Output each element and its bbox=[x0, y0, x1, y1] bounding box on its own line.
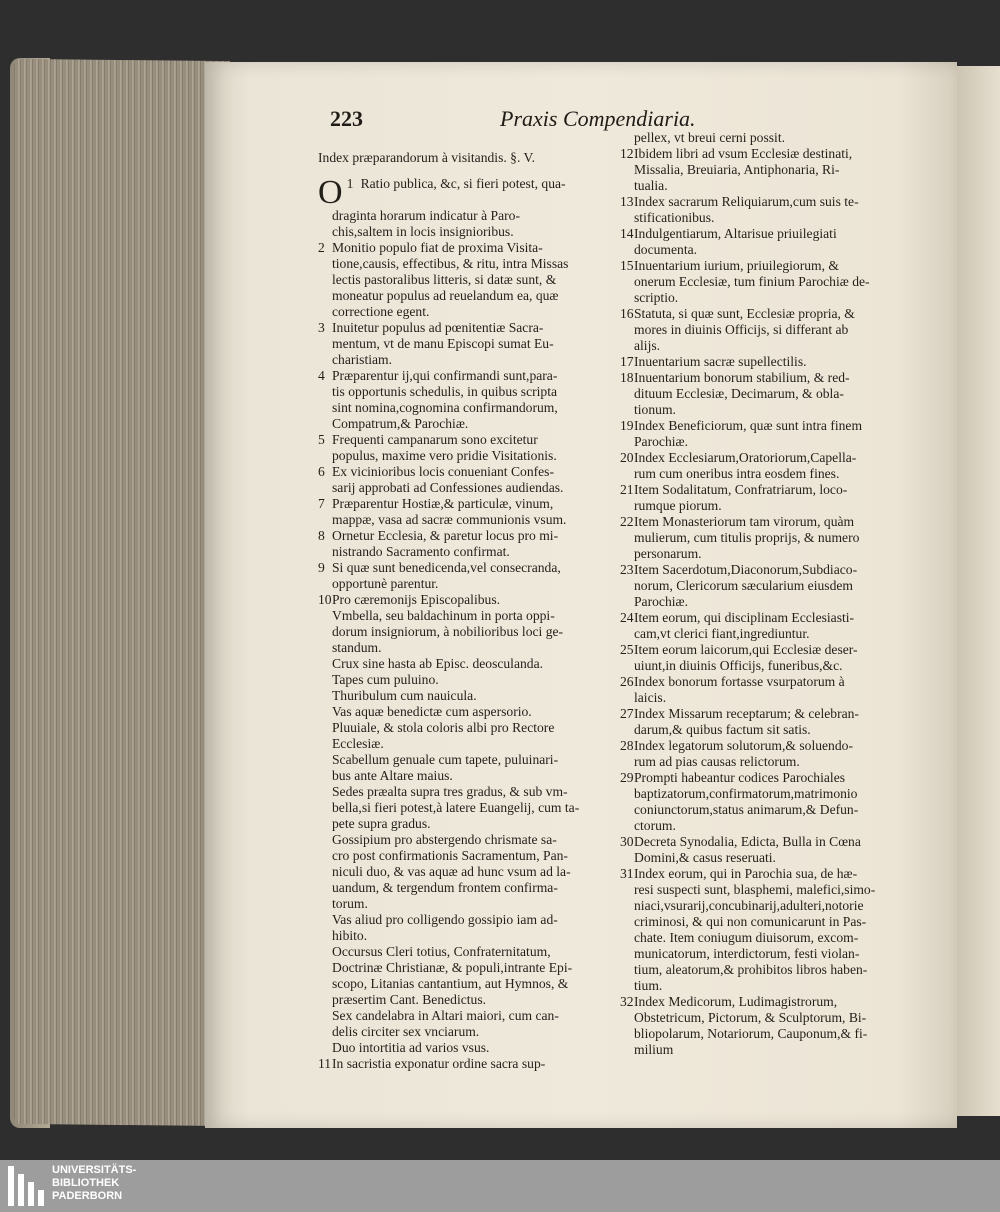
text-line bbox=[318, 592, 613, 608]
line-text: Indulgentiarum, Altarisue priuilegiati bbox=[634, 226, 837, 241]
text-line bbox=[620, 1026, 905, 1042]
line-text: Crux sine hasta ab Episc. deosculanda. bbox=[332, 656, 544, 671]
line-text: mulierum, cum titulis proprijs, & numero bbox=[634, 530, 860, 545]
text-line bbox=[620, 162, 905, 178]
line-text: hibito. bbox=[332, 928, 368, 943]
library-logo-text bbox=[52, 1164, 136, 1203]
line-text: nistrando Sacramento confirmat. bbox=[332, 544, 510, 559]
line-text: alijs. bbox=[634, 338, 661, 353]
line-text: ctorum. bbox=[634, 818, 676, 833]
text-line bbox=[318, 736, 613, 752]
text-line bbox=[620, 818, 905, 834]
line-text: tionum. bbox=[634, 402, 676, 417]
text-line bbox=[620, 946, 905, 962]
item-number: 2 bbox=[318, 240, 325, 255]
item-number: 31 bbox=[620, 866, 634, 881]
text-line bbox=[620, 1010, 905, 1026]
text-line bbox=[620, 450, 905, 466]
text-line bbox=[318, 272, 613, 288]
text-line bbox=[620, 322, 905, 338]
line-text: rumque piorum. bbox=[634, 498, 722, 513]
line-text: Vas aquæ benedictæ cum aspersorio. bbox=[332, 704, 532, 719]
left-column-lines bbox=[318, 176, 613, 1072]
line-text: Index Ecclesiarum,Oratoriorum,Capella- bbox=[634, 450, 857, 465]
text-line bbox=[318, 336, 613, 352]
item-number: 19 bbox=[620, 418, 634, 433]
line-text: mappæ, vasa ad sacræ communionis vsum. bbox=[332, 512, 567, 527]
line-text: Index Beneficiorum, quæ sunt intra finem bbox=[634, 418, 863, 433]
line-text: tium. bbox=[634, 978, 663, 993]
text-line bbox=[620, 178, 905, 194]
text-line bbox=[620, 770, 905, 786]
text-line bbox=[318, 816, 613, 832]
line-text: Missalia, Breuiaria, Antiphonaria, Ri- bbox=[634, 162, 840, 177]
line-text: tium, aleatorum,& prohibitos libros haben- bbox=[634, 962, 868, 977]
text-line bbox=[620, 930, 905, 946]
text-line bbox=[620, 130, 905, 146]
text-line bbox=[620, 626, 905, 642]
text-line bbox=[318, 1056, 613, 1072]
line-text: Item eorum laicorum,qui Ecclesiæ deser- bbox=[634, 642, 858, 657]
text-line bbox=[318, 896, 613, 912]
line-text: tualia. bbox=[634, 178, 668, 193]
text-line bbox=[318, 848, 613, 864]
item-number: 25 bbox=[620, 642, 634, 657]
text-line bbox=[620, 578, 905, 594]
line-text: rum cum oneribus intra eosdem fines. bbox=[634, 466, 840, 481]
text-line bbox=[620, 498, 905, 514]
drop-capital: O bbox=[318, 176, 343, 208]
line-text: milium bbox=[634, 1042, 674, 1057]
text-line bbox=[620, 962, 905, 978]
line-text: Ecclesiæ. bbox=[332, 736, 384, 751]
line-text: mores in diuinis Officijs, si differant ab bbox=[634, 322, 849, 337]
text-line bbox=[318, 864, 613, 880]
text-line bbox=[620, 834, 905, 850]
line-text: Inuentarium sacræ supellectilis. bbox=[634, 354, 807, 369]
text-line bbox=[318, 512, 613, 528]
text-line bbox=[318, 528, 613, 544]
text-line bbox=[620, 194, 905, 210]
line-text: correctione egent. bbox=[332, 304, 430, 319]
line-text: Domini,& casus reseruati. bbox=[634, 850, 776, 865]
text-line bbox=[318, 480, 613, 496]
item-number: 4 bbox=[318, 368, 325, 383]
line-text: Parochiæ. bbox=[634, 594, 688, 609]
line-text: Item Sodalitatum, Confratriarum, loco- bbox=[634, 482, 848, 497]
text-line bbox=[318, 224, 613, 240]
item-number: 13 bbox=[620, 194, 634, 209]
text-line bbox=[318, 880, 613, 896]
item-number: 28 bbox=[620, 738, 634, 753]
text-line bbox=[620, 418, 905, 434]
item-number: 11 bbox=[318, 1056, 332, 1071]
item-number: 16 bbox=[620, 306, 634, 321]
book-page-edges bbox=[14, 59, 230, 1126]
line-text: onerum Ecclesiæ, tum finium Parochiæ de- bbox=[634, 274, 870, 289]
text-line bbox=[318, 304, 613, 320]
line-text: torum. bbox=[332, 896, 368, 911]
item-number: 21 bbox=[620, 482, 634, 497]
line-text: bliopolarum, Notariorum, Cauponum,& fi- bbox=[634, 1026, 868, 1041]
text-line bbox=[318, 912, 613, 928]
line-text: scopo, Litanias cantantium, aut Hymnos, & bbox=[332, 976, 569, 991]
line-text: bus ante Altare maius. bbox=[332, 768, 453, 783]
text-line bbox=[620, 306, 905, 322]
text-line bbox=[318, 672, 613, 688]
text-line bbox=[318, 800, 613, 816]
facing-page-edge bbox=[950, 66, 1000, 1116]
line-text: Inuitetur populus ad pœnitentiæ Sacra- bbox=[332, 320, 544, 335]
logo-line-3: PADERBORN bbox=[52, 1190, 123, 1202]
text-line bbox=[318, 992, 613, 1008]
right-column bbox=[620, 130, 905, 1058]
item-number: 18 bbox=[620, 370, 634, 385]
text-line bbox=[620, 706, 905, 722]
line-text: charistiam. bbox=[332, 352, 393, 367]
item-number: 27 bbox=[620, 706, 634, 721]
line-text: Obstetricum, Pictorum, & Sculptorum, Bi- bbox=[634, 1010, 867, 1025]
text-line bbox=[620, 594, 905, 610]
text-line bbox=[318, 720, 613, 736]
text-line bbox=[620, 738, 905, 754]
text-line bbox=[318, 448, 613, 464]
line-text: Ibidem libri ad vsum Ecclesiæ destinati, bbox=[634, 146, 853, 161]
item-number: 10 bbox=[318, 592, 332, 607]
line-text: chate. Item coniugum diuisorum, excom- bbox=[634, 930, 859, 945]
running-title: Praxis Compendiaria. bbox=[500, 106, 696, 131]
line-text: Si quæ sunt benedicenda,vel consecranda, bbox=[332, 560, 561, 575]
text-line bbox=[620, 274, 905, 290]
line-text: municatorum, interdictorum, festi violan- bbox=[634, 946, 860, 961]
text-line bbox=[620, 354, 905, 370]
line-text: Ex vicinioribus locis conueniant Confes- bbox=[332, 464, 554, 479]
item-number: 7 bbox=[318, 496, 325, 511]
text-line bbox=[620, 994, 905, 1010]
right-column-lines bbox=[620, 130, 905, 1058]
line-text: Index legatorum solutorum,& soluendo- bbox=[634, 738, 853, 753]
line-text: Index bonorum fortasse vsurpatorum à bbox=[634, 674, 845, 689]
text-line bbox=[318, 496, 613, 512]
line-text: præsertim Cant. Benedictus. bbox=[332, 992, 487, 1007]
text-line bbox=[620, 802, 905, 818]
text-line bbox=[620, 242, 905, 258]
text-line bbox=[620, 402, 905, 418]
line-text: standum. bbox=[332, 640, 382, 655]
item-number: 22 bbox=[620, 514, 634, 529]
text-line bbox=[318, 944, 613, 960]
line-text: Monitio populo fiat de proxima Visita- bbox=[332, 240, 543, 255]
item-number: 9 bbox=[318, 560, 325, 575]
line-text: tis opportunis schedulis, in quibus scripta bbox=[332, 384, 558, 399]
text-line bbox=[620, 866, 905, 882]
line-text: Parochiæ. bbox=[634, 434, 688, 449]
text-line bbox=[620, 610, 905, 626]
line-text: resi suspecti sunt, blasphemi, malefici,simo- bbox=[634, 882, 876, 897]
text-line bbox=[318, 208, 613, 224]
text-line bbox=[620, 514, 905, 530]
line-text: Sedes præalta supra tres gradus, & sub vm- bbox=[332, 784, 568, 799]
library-footer bbox=[0, 1160, 1000, 1212]
line-text: Scabellum genuale cum tapete, puluinari- bbox=[332, 752, 559, 767]
text-line bbox=[620, 642, 905, 658]
line-text: Ornetur Ecclesia, & paretur locus pro mi- bbox=[332, 528, 559, 543]
line-text: In sacristia exponatur ordine sacra sup- bbox=[332, 1056, 546, 1071]
text-line bbox=[620, 338, 905, 354]
item-number: 24 bbox=[620, 610, 634, 625]
text-line bbox=[620, 1042, 905, 1058]
line-text: Item Monasteriorum tam virorum, quàm bbox=[634, 514, 855, 529]
line-text: coniunctorum,status animarum,& Defun- bbox=[634, 802, 859, 817]
item-number: 23 bbox=[620, 562, 634, 577]
line-text: laicis. bbox=[634, 690, 667, 705]
item-number: 29 bbox=[620, 770, 634, 785]
line-text: chis,saltem in locis insignioribus. bbox=[332, 224, 514, 239]
text-line bbox=[318, 608, 613, 624]
text-line bbox=[318, 544, 613, 560]
line-text: moneatur populus ad reuelandum ea, quæ bbox=[332, 288, 559, 303]
text-line bbox=[318, 752, 613, 768]
text-line bbox=[318, 1024, 613, 1040]
text-line bbox=[620, 466, 905, 482]
text-line bbox=[620, 898, 905, 914]
item-number: 26 bbox=[620, 674, 634, 689]
line-text: documenta. bbox=[634, 242, 698, 257]
line-text: sint nomina,cognomina confirmandorum, bbox=[332, 400, 558, 415]
line-text: stificationibus. bbox=[634, 210, 715, 225]
line-text: Ratio publica, &c, si fieri potest, qua- bbox=[360, 176, 566, 191]
line-text: Thuribulum cum nauicula. bbox=[332, 688, 477, 703]
item-number: 3 bbox=[318, 320, 325, 335]
line-text: niculi duo, & vas aquæ ad hunc vsum ad la- bbox=[332, 864, 571, 879]
line-text: Vas aliud pro colligendo gossipio iam ad- bbox=[332, 912, 558, 927]
line-text: darum,& quibus factum sit satis. bbox=[634, 722, 811, 737]
text-line bbox=[318, 784, 613, 800]
item-number: 15 bbox=[620, 258, 634, 273]
text-line bbox=[620, 258, 905, 274]
section-title: Index præparandorum à visitandis. §. V. bbox=[318, 150, 535, 165]
line-text: niaci,vsurarij,concubinarij,adulteri,notorie bbox=[634, 898, 864, 913]
text-line bbox=[318, 640, 613, 656]
text-line bbox=[318, 368, 613, 384]
text-line bbox=[620, 146, 905, 162]
line-text: dituum Ecclesiæ, Decimarum, & obla- bbox=[634, 386, 844, 401]
line-text: Pluuiale, & stola coloris albi pro Rectore bbox=[332, 720, 555, 735]
line-text: Compatrum,& Parochiæ. bbox=[332, 416, 469, 431]
line-text: Gossipium pro abstergendo chrismate sa- bbox=[332, 832, 557, 847]
line-text: bella,si fieri potest,à latere Euangelij, cum ta- bbox=[332, 800, 580, 815]
text-line bbox=[318, 240, 613, 256]
text-line bbox=[318, 464, 613, 480]
line-text: Index eorum, qui in Parochia sua, de hæ- bbox=[634, 866, 858, 881]
text-line bbox=[318, 560, 613, 576]
text-line bbox=[318, 1008, 613, 1024]
item-number: 1 bbox=[346, 176, 354, 191]
line-text: cro post confirmationis Sacramentum, Pan- bbox=[332, 848, 568, 863]
line-text: Pro cæremonijs Episcopalibus. bbox=[332, 592, 501, 607]
text-line bbox=[620, 290, 905, 306]
text-line bbox=[620, 722, 905, 738]
line-text: criminosi, & qui non comunicarunt in Pas- bbox=[634, 914, 867, 929]
line-text: pete supra gradus. bbox=[332, 816, 431, 831]
text-line bbox=[620, 658, 905, 674]
line-text: uandum, & tergendum frontem confirma- bbox=[332, 880, 558, 895]
text-line bbox=[620, 978, 905, 994]
text-line bbox=[620, 546, 905, 562]
text-line bbox=[318, 416, 613, 432]
line-text: cam,vt clerici fiant,ingrediuntur. bbox=[634, 626, 810, 641]
text-line bbox=[620, 674, 905, 690]
item-number: 32 bbox=[620, 994, 634, 1009]
line-text: opportunè parentur. bbox=[332, 576, 439, 591]
line-text: pellex, vt breui cerni possit. bbox=[634, 130, 786, 145]
text-line bbox=[318, 576, 613, 592]
text-line bbox=[318, 384, 613, 400]
line-text: Sex candelabra in Altari maiori, cum can- bbox=[332, 1008, 559, 1023]
page-number: 223 bbox=[330, 106, 363, 131]
text-line bbox=[620, 386, 905, 402]
line-text: Præparentur Hostiæ,& particulæ, vinum, bbox=[332, 496, 554, 511]
text-line bbox=[620, 786, 905, 802]
line-text: rum ad pias causas relictorum. bbox=[634, 754, 800, 769]
text-line bbox=[318, 688, 613, 704]
item-number: 12 bbox=[620, 146, 634, 161]
line-text: baptizatorum,confirmatorum,matrimonio bbox=[634, 786, 858, 801]
text-line bbox=[318, 352, 613, 368]
line-text: Item eorum, qui disciplinam Ecclesiasti- bbox=[634, 610, 855, 625]
library-logo-icon bbox=[8, 1166, 48, 1206]
line-text: Doctrinæ Christianæ, & populi,intrante Epi- bbox=[332, 960, 573, 975]
text-line bbox=[318, 928, 613, 944]
item-number: 17 bbox=[620, 354, 634, 369]
line-text: Inuentarium iurium, priuilegiorum, & bbox=[634, 258, 840, 273]
item-number: 14 bbox=[620, 226, 634, 241]
text-line bbox=[318, 832, 613, 848]
text-line bbox=[318, 768, 613, 784]
line-text: Occursus Cleri totius, Confraternitatum, bbox=[332, 944, 551, 959]
line-text: Præparentur ij,qui confirmandi sunt,para- bbox=[332, 368, 558, 383]
text-line bbox=[318, 288, 613, 304]
left-column bbox=[318, 150, 613, 1072]
item-number: 6 bbox=[318, 464, 325, 479]
text-line bbox=[318, 976, 613, 992]
item-number: 30 bbox=[620, 834, 634, 849]
line-text: norum, Clericorum sæcularium eiusdem bbox=[634, 578, 853, 593]
line-text: dorum insigniorum, à nobilioribus loci ge- bbox=[332, 624, 564, 639]
item-number: 8 bbox=[318, 528, 325, 543]
text-line bbox=[620, 370, 905, 386]
line-text: Prompti habeantur codices Parochiales bbox=[634, 770, 846, 785]
line-text: Frequenti campanarum sono excitetur bbox=[332, 432, 538, 447]
line-text: Index Missarum receptarum; & celebran- bbox=[634, 706, 859, 721]
line-text: Duo intortitia ad varios vsus. bbox=[332, 1040, 490, 1055]
text-line bbox=[620, 754, 905, 770]
line-text: Item Sacerdotum,Diaconorum,Subdiaco- bbox=[634, 562, 858, 577]
line-text: scriptio. bbox=[634, 290, 679, 305]
text-line bbox=[620, 850, 905, 866]
item-number: 5 bbox=[318, 432, 325, 447]
line-text: mentum, vt de manu Episcopi sumat Eu- bbox=[332, 336, 554, 351]
item-number: 20 bbox=[620, 450, 634, 465]
line-text: Statuta, si quæ sunt, Ecclesiæ propria, & bbox=[634, 306, 855, 321]
text-line bbox=[620, 882, 905, 898]
text-line bbox=[318, 624, 613, 640]
text-line bbox=[620, 914, 905, 930]
line-text: Vmbella, seu baldachinum in porta oppi- bbox=[332, 608, 555, 623]
line-text: Index Medicorum, Ludimagistrorum, bbox=[634, 994, 838, 1009]
text-line bbox=[318, 704, 613, 720]
text-line bbox=[318, 656, 613, 672]
text-line bbox=[318, 1040, 613, 1056]
line-text: Inuentarium bonorum stabilium, & red- bbox=[634, 370, 850, 385]
text-line bbox=[620, 530, 905, 546]
line-text: tione,causis, effectibus, & ritu, intra Missas bbox=[332, 256, 569, 271]
text-line bbox=[318, 960, 613, 976]
line-text: personarum. bbox=[634, 546, 702, 561]
line-text: draginta horarum indicatur à Paro- bbox=[332, 208, 520, 223]
text-line bbox=[620, 210, 905, 226]
line-text: populus, maxime vero pridie Visitationis. bbox=[332, 448, 557, 463]
text-line bbox=[318, 256, 613, 272]
text-line bbox=[318, 400, 613, 416]
logo-line-2: BIBLIOTHEK bbox=[52, 1177, 120, 1189]
line-text: Tapes cum puluino. bbox=[332, 672, 439, 687]
text-line bbox=[318, 320, 613, 336]
line-text: delis circiter sex vnciarum. bbox=[332, 1024, 480, 1039]
logo-line-1: UNIVERSITÄTS- bbox=[52, 1164, 137, 1176]
text-line bbox=[620, 562, 905, 578]
text-line bbox=[620, 690, 905, 706]
line-text: uiunt,in diuinis Officijs, funeribus,&c. bbox=[634, 658, 843, 673]
text-line bbox=[620, 434, 905, 450]
text-line bbox=[318, 176, 613, 208]
line-text: Decreta Synodalia, Edicta, Bulla in Cœna bbox=[634, 834, 861, 849]
text-line bbox=[620, 482, 905, 498]
line-text: Index sacrarum Reliquiarum,cum suis te- bbox=[634, 194, 859, 209]
line-text: lectis pastoralibus litteris, si datæ sunt, & bbox=[332, 272, 557, 287]
line-text: sarij approbati ad Confessiones audiendas. bbox=[332, 480, 564, 495]
text-line bbox=[318, 432, 613, 448]
text-line bbox=[620, 226, 905, 242]
